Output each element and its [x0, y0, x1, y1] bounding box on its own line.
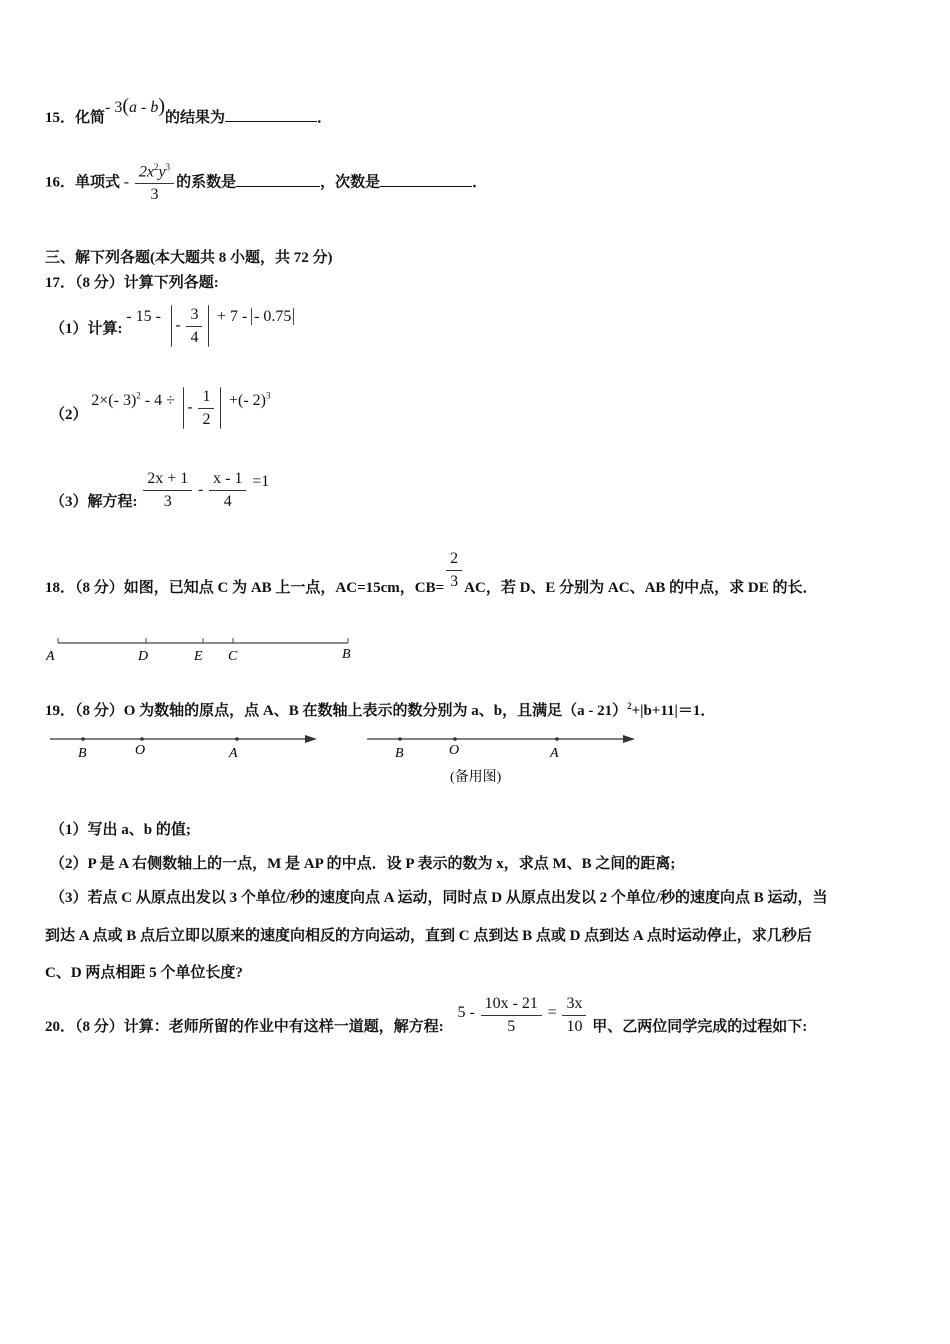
label-c: C: [228, 649, 238, 664]
q17-part2: （2） 2×(- 3)$^2$ - 4 ÷ - $\frac{1}{2}$ +(- 2)$^3$: [50, 387, 271, 428]
question-18: 18．（8 分）如图，已知点 C 为 AB 上一点，AC=15cm，CB= $\frac{2}{3}$ AC，若 D、E 分别为 AC、AB 的中点，求 DE 的长．: [45, 550, 818, 596]
arrow-icon: [305, 735, 317, 743]
question-19: 19．（8 分）O 为数轴的原点，点 A、B 在数轴上表示的数分别为 a、b，且满足（a - 21）$^2$+|b+11|＝1．: [45, 701, 716, 719]
q17-part3: （3）解方程: $\frac{2x + 1}{3}$ - $\frac{x - 1}{4}$ =1: [50, 470, 270, 510]
label-b: B: [342, 647, 351, 662]
q17-title: 17．（8 分）计算下列各题:: [45, 275, 219, 291]
q15-number: 15．化简: [45, 110, 106, 126]
label-d: D: [138, 649, 149, 664]
right-paren: [220, 387, 221, 429]
number-line-main: [50, 735, 317, 761]
q15-expression: - 3(a - b): [105, 95, 166, 117]
label-a: A: [550, 746, 559, 761]
q16-number: 16．单项式: [45, 174, 121, 191]
answer-blank: [236, 172, 320, 187]
answer-blank: [225, 107, 317, 122]
question-20: 20．（8 分）计算：老师所留的作业中有这样一道题，解方程: 5 - $\frac{10x - 21}{5}$ = $\frac{3x}{10}$ 甲、乙两位同学完成的过程如下:: [45, 995, 808, 1035]
q19-part3-line1: （3）若点 C 从原点出发以 3 个单位/秒的速度向点 A 运动，同时点 D 从原点出发以 2 个单位/秒的速度向点 B 运动，当: [50, 890, 828, 906]
answer-blank: [380, 172, 472, 187]
segment-diagram: [40, 630, 370, 666]
label-b: B: [78, 746, 87, 761]
q19-part3-line2: 到达 A 点或 B 点后立即以原来的速度向相反的方向运动，直到 C 点到达 B 点或 D 点到达 A 点时运动停止，求几秒后: [45, 928, 812, 944]
left-paren: [183, 387, 184, 429]
question-15: 15．化简- 3(a - b)的结果为 ．: [45, 95, 333, 126]
label-b: B: [395, 746, 404, 761]
number-line-backup: [367, 735, 635, 785]
number-line-diagrams: [45, 728, 645, 790]
q17-part1: （1）计算: - 15 - - $\frac{3}{4}$ + 7 - - 0.75: [50, 305, 294, 347]
q19-part1: （1）写出 a、b 的值;: [50, 822, 191, 838]
q19-part2: （2）P 是 A 右侧数轴上的一点，M 是 AP 的中点．设 P 表示的数为 x，求点 M、B 之间的距离;: [50, 856, 676, 872]
label-o: O: [449, 743, 460, 758]
q19-part3-line3: C、D 两点相距 5 个单位长度?: [45, 965, 243, 981]
section-heading: 三、解下列各题(本大题共 8 小题，共 72 分): [45, 250, 333, 266]
left-paren: [171, 305, 172, 347]
q16-fraction: $\frac{2x^2y^3}{3}$: [135, 162, 174, 204]
label-a: A: [46, 649, 55, 664]
label-o: O: [135, 743, 146, 758]
label-e: E: [194, 649, 203, 664]
question-16: 16．单项式 - $\frac{2x^2y^3}{3}$ 的系数是 ，次数是 ．: [45, 162, 488, 204]
arrow-icon: [623, 735, 635, 743]
backup-figure-label: (备用图): [450, 770, 502, 785]
label-a: A: [229, 746, 238, 761]
right-paren: [208, 305, 209, 347]
